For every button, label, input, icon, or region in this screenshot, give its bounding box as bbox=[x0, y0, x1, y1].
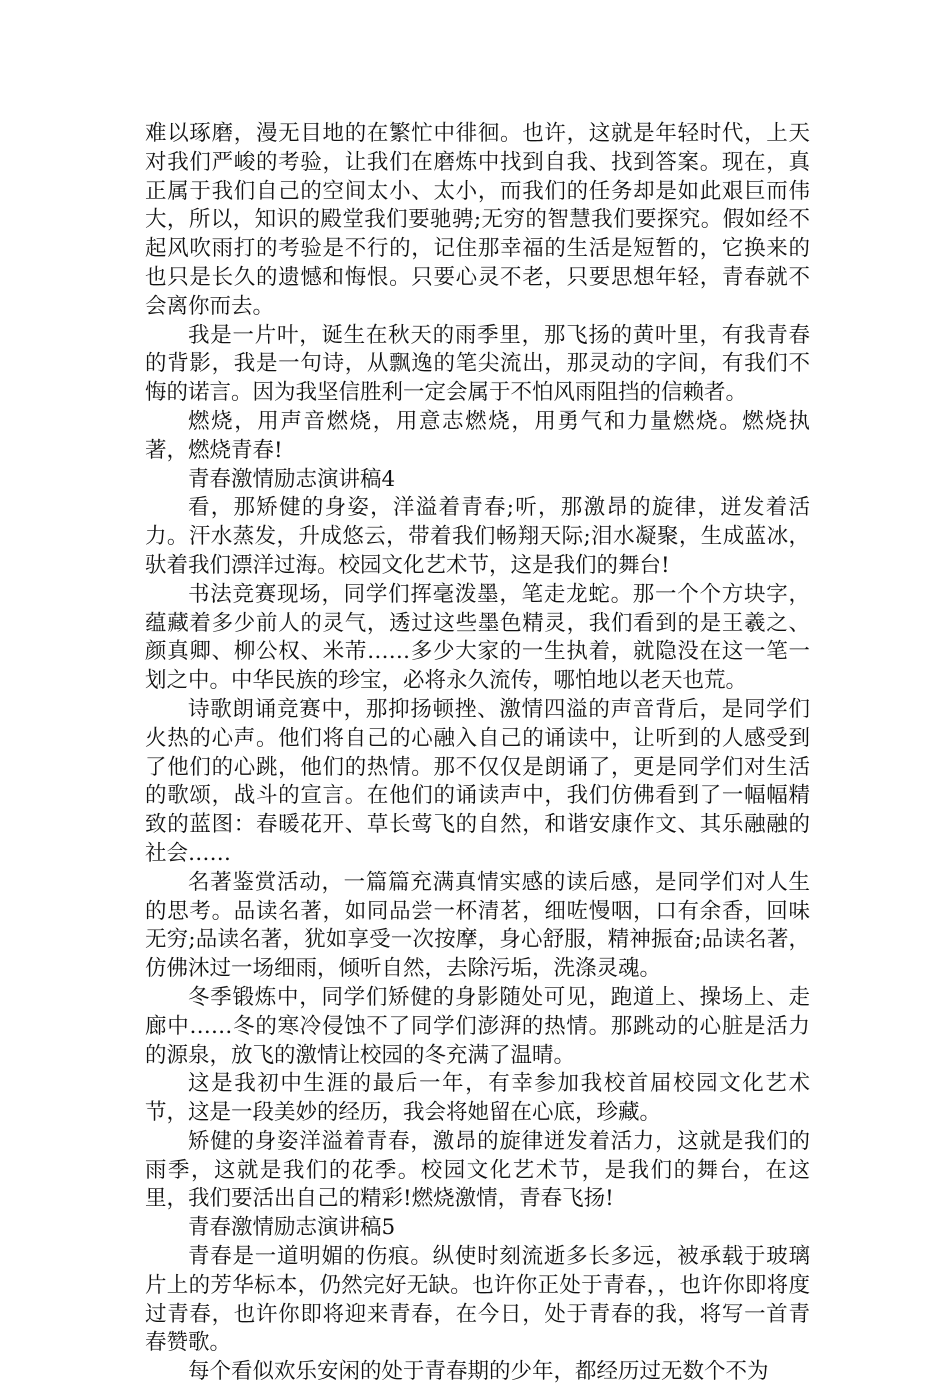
paragraph: 这是我初中生涯的最后一年，有幸参加我校首届校园文化艺术节，这是一段美妙的经历，我会将她留在心底，珍藏。 bbox=[145, 1071, 810, 1126]
paragraph: 矫健的身姿洋溢着青春，激昂的旋律迸发着活力，这就是我们的雨季，这就是我们的花季。校园文化艺术节，是我们的舞台，在这里，我们要活出自己的精彩!燃烧激情，青春飞扬! bbox=[145, 1128, 810, 1212]
paragraph: 名著鉴赏活动，一篇篇充满真情实感的读后感，是同学们对人生的思考。品读名著，如同品尝一杯清茗，细咗慢咽，口有余香，回味无穷;品读名著，犹如享受一次按摩，身心舒服，精神振奋;品读名著，仿佛沐过一场细雨，倾听自然，去除污垢，洗涤灵魂。 bbox=[145, 869, 810, 982]
section-heading: 青春激情励志演讲稿4 bbox=[188, 466, 396, 492]
paragraph: 书法竞赛现场，同学们挥毫泼墨，笔走龙蛇。那一个个方块字，蕴藏着多少前人的灵气，透过这些墨色精灵，我们看到的是王羲之、颜真卿、柳公权、米芾……多少大家的一生执着，就隐没在这一笔一划之中。中华民族的珍宝，必将永久流传，哪怕地以老天也荒。 bbox=[145, 581, 810, 694]
paragraph: 燃烧，用声音燃烧，用意志燃烧，用勇气和力量燃烧。燃烧执著，燃烧青春! bbox=[145, 408, 810, 463]
section-heading: 青春激情励志演讲稿5 bbox=[188, 1215, 396, 1241]
paragraph: 冬季锻炼中，同学们矫健的身影随处可见，跑道上、操场上、走廊中……冬的寒冷侵蚀不了同学们澎湃的热情。那跳动的心脏是活力的源泉，放飞的激情让校园的冬充满了温晴。 bbox=[145, 984, 810, 1068]
paragraph: 每个看似欢乐安闲的处于青春期的少年，都经历过无数个不为 bbox=[188, 1359, 769, 1385]
paragraph: 看，那矫健的身姿，洋溢着青春;听，那激昂的旋律，迸发着活力。汗水蒸发，升成悠云，带着我们畅翔天际;泪水凝聚，生成蓝冰，驮着我们漂洋过海。校园文化艺术节，这是我们的舞台! bbox=[145, 495, 810, 578]
document-body bbox=[145, 120, 810, 1387]
paragraph: 青春是一道明媚的伤痕。纵使时刻流逝多长多远，被承载于玻璃片上的芳华标本，仍然完好无缺。也许你正处于青春，，也许你即将度过青春，也许你即将迎来青春，在今日，处于青春的我，将写一首青春赞歌。 bbox=[145, 1244, 810, 1356]
paragraph: 难以琢磨，漫无目地的在繁忙中徘徊。也许，这就是年轻时代，上天对我们严峻的考验，让我们在磨炼中找到自我、找到答案。现在，真正属于我们自己的空间太小、太小，而我们的任务却是如此艰巨而伟大，所以，知识的殿堂我们要驰骋;无穷的智慧我们要探究。假如经不起风吹雨打的考验是不行的，记住那幸福的生活是短暂的，它换来的也只是长久的遗憾和悔恨。只要心灵不老，只要思想年轻，青春就不会离你而去。 bbox=[145, 121, 810, 319]
paragraph: 我是一片叶，诞生在秋天的雨季里，那飞扬的黄叶里，有我青春的背影，我是一句诗，从飘逸的笔尖流出，那灵动的字间，有我们不悔的诺言。因为我坚信胜利一定会属于不怕风雨阻挡的信赖者。 bbox=[145, 322, 810, 406]
paragraph: 诗歌朗诵竞赛中，那抑扬顿挫、激情四溢的声音背后，是同学们火热的心声。他们将自己的心融入自己的诵读中，让听到的人感受到了他们的心跳，他们的热情。那不仅仅是朗诵了，更是同学们对生活的歌颂，战斗的宣言。在他们的诵读声中，我们仿佛看到了一幅幅精致的蓝图：春暖花开、草长莺飞的自然，和谐安康作文、其乐融融的社会…… bbox=[145, 696, 810, 866]
